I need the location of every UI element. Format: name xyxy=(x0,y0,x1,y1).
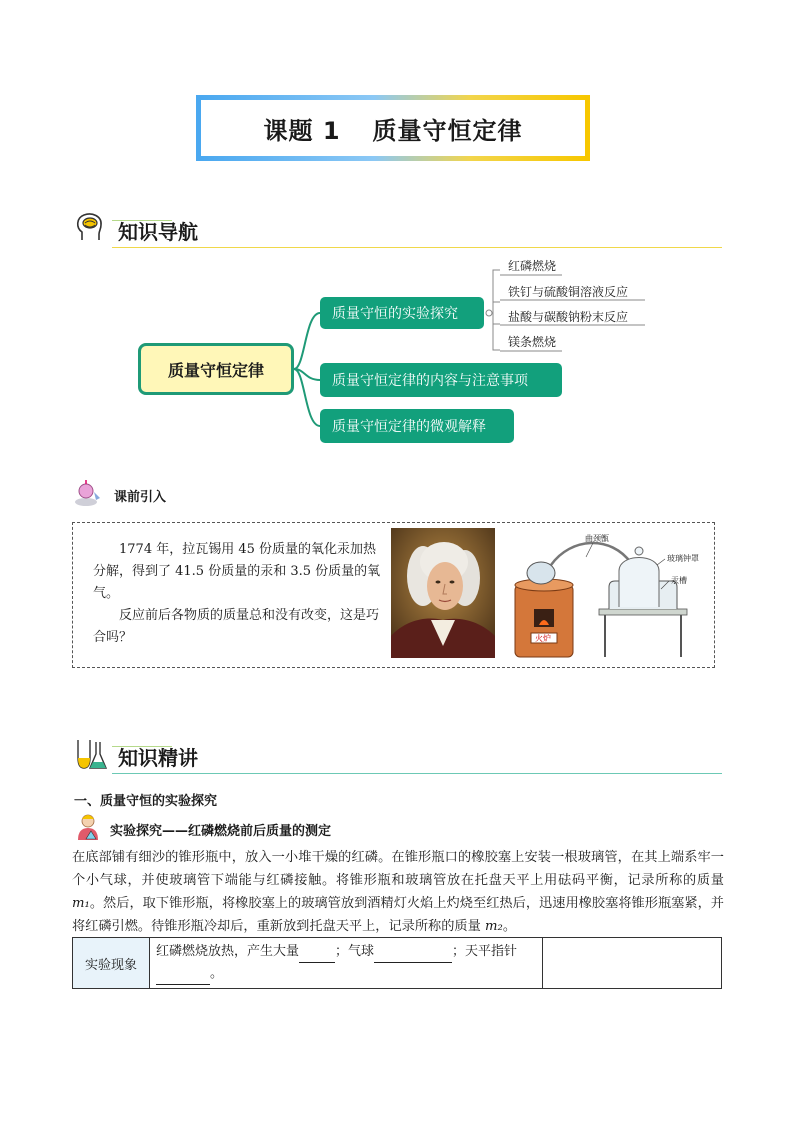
procedure-end: 。 xyxy=(502,919,516,934)
intro-box xyxy=(72,522,715,668)
lamp-icon xyxy=(74,480,104,508)
answer-blank[interactable] xyxy=(374,948,452,963)
lavoisier-apparatus-image xyxy=(501,527,707,661)
mindmap-leaf: 红磷燃烧 xyxy=(508,259,557,273)
table-text: 红磷燃烧放热，产生大量 xyxy=(156,944,300,959)
mindmap-leaf: 铁钉与硫酸铜溶液反应 xyxy=(508,285,629,299)
observation-table xyxy=(72,937,722,989)
table-text: 。 xyxy=(210,966,224,981)
bell-jar-label: 玻璃钟罩 xyxy=(667,554,699,563)
furnace-label: 火炉 xyxy=(535,634,551,643)
procedure-text-a: 在底部铺有细沙的锥形瓶中，放入一小堆干燥的红磷。在锥形瓶口的橡胶塞上安装一根玻璃管，在其上端系牢一个小气球，并使玻璃管下端能与红磷接触。将锥形瓶和玻璃管放在托盘天平上用砝码平衡，记录所称的质量 xyxy=(72,850,724,888)
answer-blank[interactable] xyxy=(299,948,335,963)
lesson-topic: 质量守恒定律 xyxy=(372,116,523,145)
intro-text xyxy=(93,539,383,649)
intro-paragraph: 反应前后各物质的质量总和没有改变，这是巧合吗？ xyxy=(93,608,380,645)
table-header-cell: 实验现象 xyxy=(73,938,150,989)
mindmap-branch-content: 质量守恒定律的内容与注意事项 xyxy=(320,363,562,397)
mindmap-branch-experiment: 质量守恒的实验探究 xyxy=(320,297,484,329)
experiment-title: 实验探究——红磷燃烧前后质量的测定 xyxy=(110,824,332,839)
mass-m1: m₁ xyxy=(72,896,90,911)
intro-title: 课前引入 xyxy=(114,490,167,505)
section-title: 知识精讲 xyxy=(118,746,198,770)
retort-label: 曲颈甑 xyxy=(585,534,609,543)
experiment-procedure xyxy=(72,846,724,938)
intro-paragraph: 1774 年，拉瓦锡用 45 份质量的氧化汞加热分解，得到了 41.5 份质量的汞和 3.5 份质量的氧气。 xyxy=(93,542,381,601)
table-text: ；天平指针 xyxy=(452,944,518,959)
table-content-cell xyxy=(150,938,543,989)
lesson-number: 课题 1 xyxy=(263,116,341,145)
mass-m2: m₂ xyxy=(485,919,503,934)
scientist-icon xyxy=(74,812,102,842)
answer-blank[interactable] xyxy=(156,970,210,985)
section-title: 知识导航 xyxy=(118,220,198,244)
lavoisier-portrait-image xyxy=(391,528,495,658)
table-empty-cell[interactable] xyxy=(543,938,722,989)
mindmap-root: 质量守恒定律 xyxy=(138,343,294,395)
mindmap-branch-micro: 质量守恒定律的微观解释 xyxy=(320,409,514,443)
table-text: ；气球 xyxy=(335,944,375,959)
subsection-heading: 一、质量守恒的实验探究 xyxy=(74,794,218,809)
lab-flasks-icon xyxy=(72,736,108,772)
trough-label: 汞槽 xyxy=(671,576,687,585)
mindmap-leaf: 盐酸与碳酸钠粉末反应 xyxy=(508,310,629,324)
procedure-text-b: 。然后，取下锥形瓶，将橡胶塞上的玻璃管放到酒精灯火焰上灼烧至红热后，迅速用橡胶塞将锥形瓶塞紧，并将红磷引燃。待锥形瓶冷却后，重新放到托盘天平上，记录所称的质量 xyxy=(72,896,724,934)
knowledge-explain-heading xyxy=(72,736,722,772)
mindmap-leaf: 镁条燃烧 xyxy=(508,335,557,349)
